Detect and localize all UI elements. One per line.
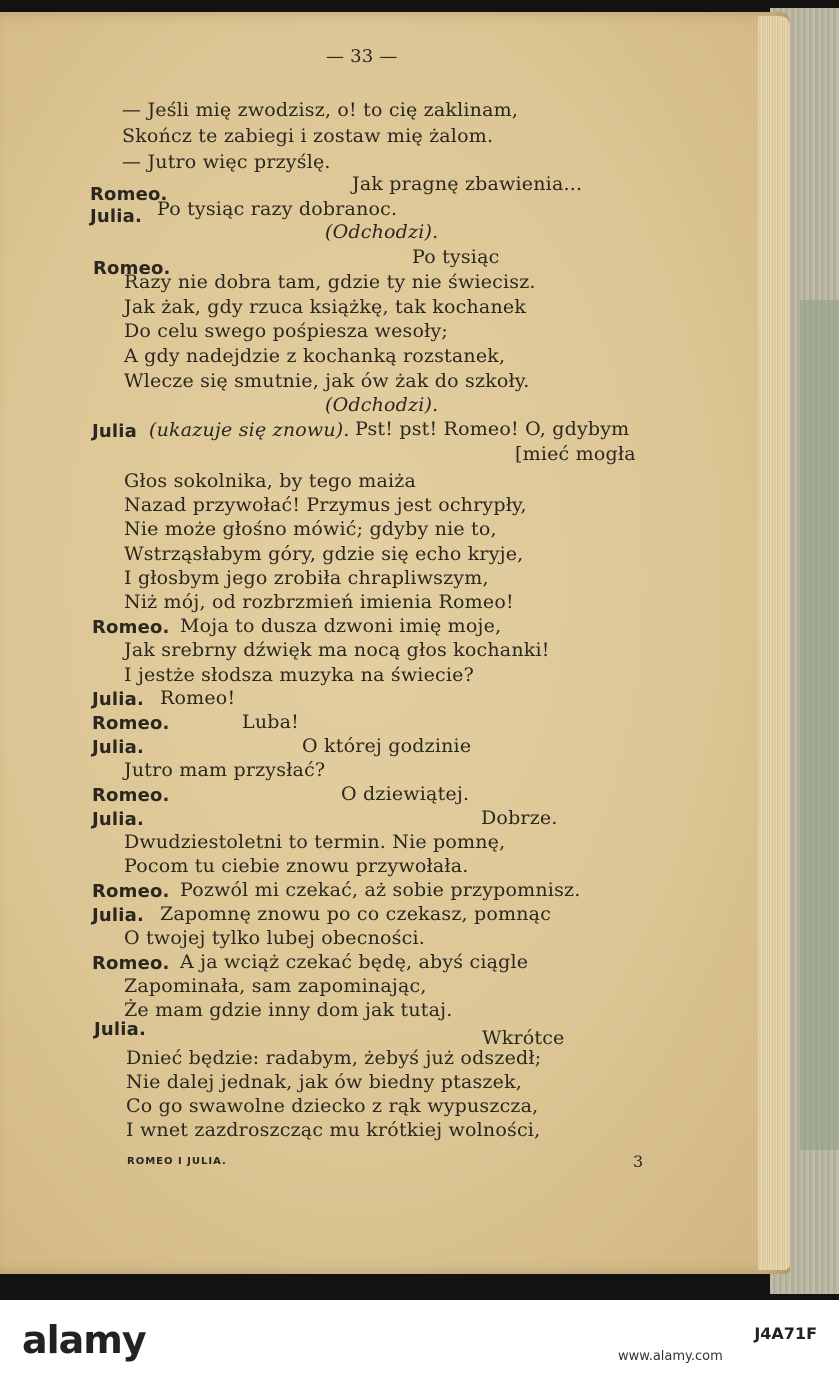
verse-line: Zapominała, sam zapominając, xyxy=(124,975,427,997)
verse-line: Jak srebrny dźwięk ma nocą głos kochanki! xyxy=(124,639,550,661)
speaker-name: Romeo. xyxy=(92,617,170,638)
speaker-name: Romeo. xyxy=(92,713,170,734)
verse-line: Dwudziestoletni to termin. Nie pomnę, xyxy=(124,831,506,853)
stage-direction: (ukazuje się znowu). xyxy=(149,419,350,441)
verse-line: Luba! xyxy=(242,711,299,733)
verse-line: A ja wciąż czekać będę, abyś ciągle xyxy=(180,951,529,973)
speaker-name: Romeo. xyxy=(92,785,170,806)
verse-line: Że mam gdzie inny dom jak tutaj. xyxy=(124,999,453,1021)
verse-line: Wlecze się smutnie, jak ów żak do szkoły. xyxy=(124,370,530,392)
verse-line: Do celu swego pośpiesza wesoły; xyxy=(124,320,449,342)
verse-line: Po tysiąc xyxy=(412,246,500,268)
speaker-name: Julia. xyxy=(92,737,145,758)
image-id: J4A71F xyxy=(754,1324,817,1343)
verse-line: Dobrze. xyxy=(481,807,558,829)
speaker-name: Julia. xyxy=(92,809,145,830)
verse-line: Moja to dusza dzwoni imię moje, xyxy=(180,615,502,637)
verse-line: Wstrząsłabym góry, gdzie się echo kryje, xyxy=(124,543,524,565)
verse-line: Nie może głośno mówić; gdyby nie to, xyxy=(124,518,497,540)
verse-line: Co go swawolne dziecko z rąk wypuszcza, xyxy=(126,1095,539,1117)
verse-line: O dziewiątej. xyxy=(341,783,470,805)
verse-line: Skończ te zabiegi i zostaw mię żalom. xyxy=(122,125,494,147)
verse-line: Zapomnę znowu po co czekasz, pomnąc xyxy=(160,903,552,925)
verse-line: — Jeśli mię zwodzisz, o! to cię zaklinam, xyxy=(122,99,519,121)
verse-line: Pst! pst! Romeo! O, gdybym xyxy=(355,418,630,440)
verse-line: Razy nie dobra tam, gdzie ty nie świecisz. xyxy=(124,271,536,293)
speaker-name: Romeo. xyxy=(92,881,170,902)
verse-line: O twojej tylko lubej obecności. xyxy=(124,927,425,949)
speaker-name: Romeo. xyxy=(93,258,171,279)
verse-line: Jak pragnę zbawienia... xyxy=(352,173,583,195)
verse-line: Nazad przywołać! Przymus jest ochrypły, xyxy=(124,494,527,516)
speaker-name: Julia. xyxy=(92,689,145,710)
alamy-logo: alamy xyxy=(22,1318,146,1362)
speaker-name: Julia. xyxy=(92,905,145,926)
verse-line: [mieć mogła xyxy=(515,443,636,465)
verse-line: A gdy nadejdzie z kochanką rozstanek, xyxy=(124,345,506,367)
speaker-name: Romeo. xyxy=(90,184,168,205)
verse-line: Romeo! xyxy=(160,687,236,709)
verse-line: — Jutro więc przyślę. xyxy=(122,151,331,173)
stage-direction: (Odchodzi). xyxy=(325,394,439,416)
footer-title: ROMEO I JULIA. xyxy=(127,1156,227,1167)
verse-line: Jutro mam przysłać? xyxy=(124,759,326,781)
verse-line: Wkrótce xyxy=(482,1027,565,1049)
verse-line: I wnet zazdroszcząc mu krótkiej wolności, xyxy=(126,1119,541,1141)
verse-line: O której godzinie xyxy=(302,735,472,757)
verse-line: Pozwól mi czekać, aż sobie przypomnisz. xyxy=(180,879,581,901)
speaker-name: Romeo. xyxy=(92,953,170,974)
verse-line: Po tysiąc razy dobranoc. xyxy=(157,198,398,220)
page-stack-edge xyxy=(758,16,790,1270)
verse-line: Dnieć będzie: radabym, żebyś już odszedł; xyxy=(126,1047,542,1069)
verse-line: Jak żak, gdy rzuca książkę, tak kochanek xyxy=(124,296,527,318)
page-number-header: — 33 — xyxy=(326,46,398,67)
signature-mark: 3 xyxy=(633,1152,644,1171)
verse-line: Pocom tu ciebie znowu przywołała. xyxy=(124,855,469,877)
verse-line: I jestże słodsza muzyka na świecie? xyxy=(124,664,474,686)
cover-cloth xyxy=(800,300,839,1150)
stage-direction: (Odchodzi). xyxy=(325,221,439,243)
speaker-name: Julia xyxy=(92,421,137,442)
site-url: www.alamy.com xyxy=(618,1349,723,1364)
verse-line: Niż mój, od rozbrzmień imienia Romeo! xyxy=(124,591,514,613)
verse-line: I głosbym jego zrobiła chrapliwszym, xyxy=(124,567,489,589)
verse-line: Głos sokolnika, by tego maiża xyxy=(124,470,417,492)
speaker-name: Julia. xyxy=(94,1019,147,1040)
verse-line: Nie dalej jednak, jak ów biedny ptaszek, xyxy=(126,1071,523,1093)
speaker-name: Julia. xyxy=(90,206,143,227)
